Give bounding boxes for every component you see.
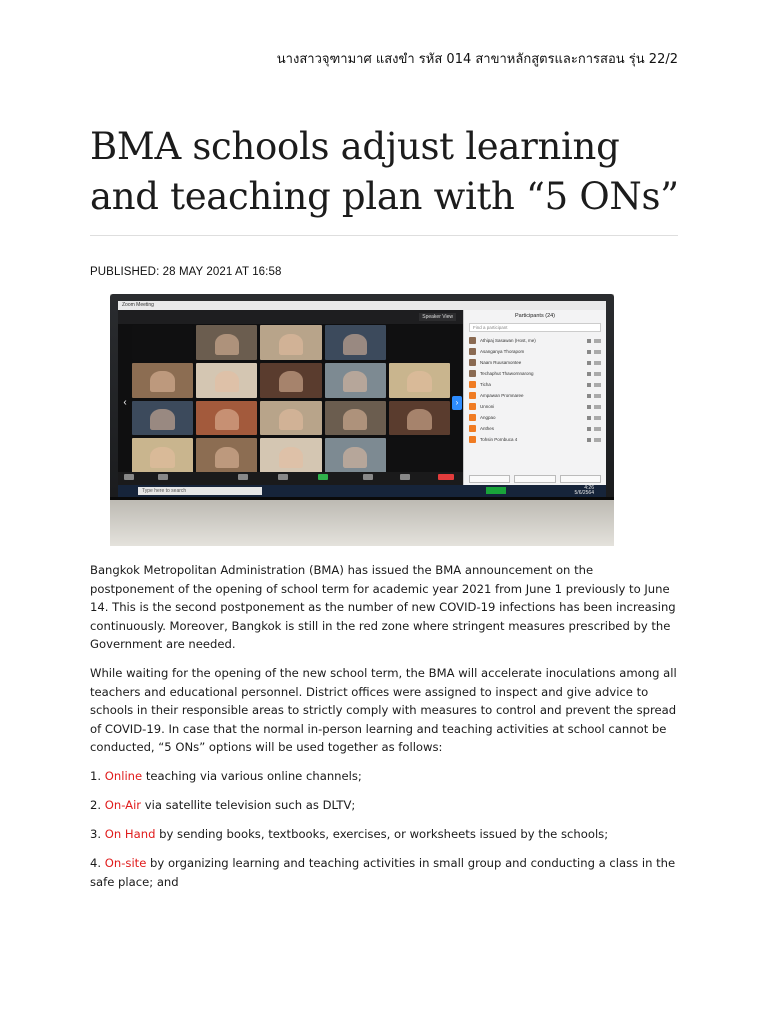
participant-status-icon [587, 383, 601, 387]
zoom-window-titlebar: Zoom Meeting [118, 301, 606, 310]
participant-avatar [469, 414, 476, 421]
participant-name: Anthes [480, 426, 495, 431]
participant-avatar [469, 359, 476, 366]
paragraph-intro: Bangkok Metropolitan Administration (BMA) has issued the BMA announcement on the postponement of the opening of school term for academic year 2021 from June 1 previously to June 14. This is the second postponement as the number of new COVID-19 infections has been increasing continuously. Moreover, Bangkok is still in the red zone where stringent measures prescribed by the Government are needed. [90, 563, 676, 652]
list-item-on-site [90, 854, 678, 891]
participant-status-icon [587, 394, 601, 398]
share-screen-icon [318, 474, 328, 480]
author-line: นางสาวจุฑามาศ แสงขำ รหัส 014 สาขาหลักสูตรและการสอน รุ่น 22/2 [276, 52, 678, 67]
reactions-icon [363, 474, 373, 480]
zoom-bottom-toolbar [118, 472, 463, 485]
video-tile [325, 401, 386, 436]
participant-name: Tohsin Pornbuca 4 [480, 437, 518, 442]
participant-avatar [469, 436, 476, 443]
participant-row [464, 401, 606, 412]
list-item-online [90, 767, 678, 786]
participant-name: Naam Ruusamontee [480, 360, 522, 365]
list-number: 2. [90, 798, 105, 813]
more-icon [400, 474, 410, 480]
video-tile [260, 401, 321, 436]
video-icon [158, 474, 168, 480]
nav-right-arrow-icon: › [452, 396, 462, 410]
participant-avatar [469, 370, 476, 377]
video-tile [389, 438, 450, 473]
taskbar-clock [575, 486, 594, 496]
participant-name: Unnoni [480, 404, 495, 409]
video-tile [389, 401, 450, 436]
participant-status-icon [587, 438, 601, 442]
video-tile [325, 325, 386, 360]
taskbar-indicator [486, 487, 506, 494]
participant-name: Asanganya Thorapom [480, 349, 525, 354]
participant-row [464, 390, 606, 401]
video-tile [196, 401, 257, 436]
article-photo [110, 294, 614, 546]
list-description: teaching via various online channels; [142, 768, 362, 783]
video-tile [132, 438, 193, 473]
video-tile [389, 325, 450, 360]
published-date: PUBLISHED: 28 MAY 2021 AT 16:58 [90, 266, 282, 278]
laptop-screen [118, 301, 606, 497]
list-item-on-hand [90, 825, 678, 844]
participant-row [464, 357, 606, 368]
taskbar-search: Type here to search [138, 487, 262, 495]
participant-avatar [469, 403, 476, 410]
video-tile [260, 363, 321, 398]
participant-search: Find a participant [469, 323, 601, 332]
speaker-view-toggle: Speaker View [419, 313, 456, 321]
list-number: 4. [90, 856, 105, 871]
video-gallery [132, 325, 450, 473]
participants-title: Participants (24) [514, 313, 556, 319]
clock-time: 4:26 [584, 485, 594, 491]
participant-name: Ticha [480, 382, 491, 387]
list-term: Online [104, 768, 143, 783]
participant-name: Techaphut Thawornnarong [480, 371, 534, 376]
list-description: by sending books, textbooks, exercises, or worksheets issued by the schools; [155, 827, 609, 842]
clock-date: 5/6/2564 [574, 490, 594, 496]
video-tile [132, 363, 193, 398]
list-term: On-site [104, 856, 147, 871]
participant-row [464, 379, 606, 390]
participant-avatar [469, 381, 476, 388]
participant-avatar [469, 425, 476, 432]
participant-status-icon [587, 427, 601, 431]
participant-status-icon [587, 372, 601, 376]
headline-divider [90, 235, 678, 236]
unmute-all-button [560, 475, 601, 483]
list-number: 3. [90, 827, 105, 842]
video-tile [325, 438, 386, 473]
participant-status-icon [587, 350, 601, 354]
video-tile [389, 363, 450, 398]
participant-avatar [469, 348, 476, 355]
participant-name: Athipaj Sasawan (Host, me) [480, 338, 536, 343]
video-tile [132, 325, 193, 360]
participant-status-icon [587, 361, 601, 365]
mute-all-button [514, 475, 555, 483]
participants-panel [463, 310, 606, 485]
video-tile [196, 438, 257, 473]
participant-row [464, 423, 606, 434]
participant-row [464, 412, 606, 423]
participant-status-icon [587, 339, 601, 343]
laptop-base [110, 500, 614, 546]
participant-status-icon [587, 416, 601, 420]
list-description: via satellite television such as DLTV; [141, 798, 356, 813]
participant-avatar [469, 337, 476, 344]
video-tile [196, 325, 257, 360]
list-term: On Hand [104, 827, 156, 842]
participants-icon [278, 474, 288, 480]
list-term: On-Air [104, 798, 142, 813]
participant-row [464, 434, 606, 445]
article-body [90, 561, 678, 902]
video-tile [325, 363, 386, 398]
video-tile [260, 438, 321, 473]
participant-row [464, 346, 606, 357]
video-tile [260, 325, 321, 360]
participant-list [464, 335, 606, 445]
video-tile [132, 401, 193, 436]
list-number: 1. [90, 768, 105, 783]
participants-footer [469, 475, 601, 483]
security-icon [238, 474, 248, 480]
end-meeting-icon [438, 474, 454, 480]
video-tile [196, 363, 257, 398]
participant-status-icon [587, 405, 601, 409]
invite-button [469, 475, 510, 483]
list-item-on-air [90, 796, 678, 815]
participant-name: Angpao [480, 415, 496, 420]
mute-icon [124, 474, 134, 480]
article-headline: BMA schools adjust learning and teaching plan with “5 ONs” [90, 125, 679, 218]
zoom-top-toolbar [118, 310, 463, 324]
participant-row [464, 368, 606, 379]
paragraph-measures: While waiting for the opening of the new school term, the BMA will accelerate inoculations among all teachers and educational personnel. District offices were assigned to inspect and give advice to schools in their responsible areas to strictly comply with measures to control and prevent the spread of COVID-19. In case that the normal in-person learning and teaching activities at school cannot be conducted, “5 ONs” options will be used together as follows: [90, 665, 677, 755]
windows-taskbar [118, 485, 606, 497]
participant-row [464, 335, 606, 346]
participant-name: Ampawan Promnaree [480, 393, 524, 398]
list-description: by organizing learning and teaching activities in small group and conducting a class in the safe place; and [90, 856, 676, 889]
nav-left-arrow-icon: ‹ [123, 397, 127, 408]
participant-avatar [469, 392, 476, 399]
